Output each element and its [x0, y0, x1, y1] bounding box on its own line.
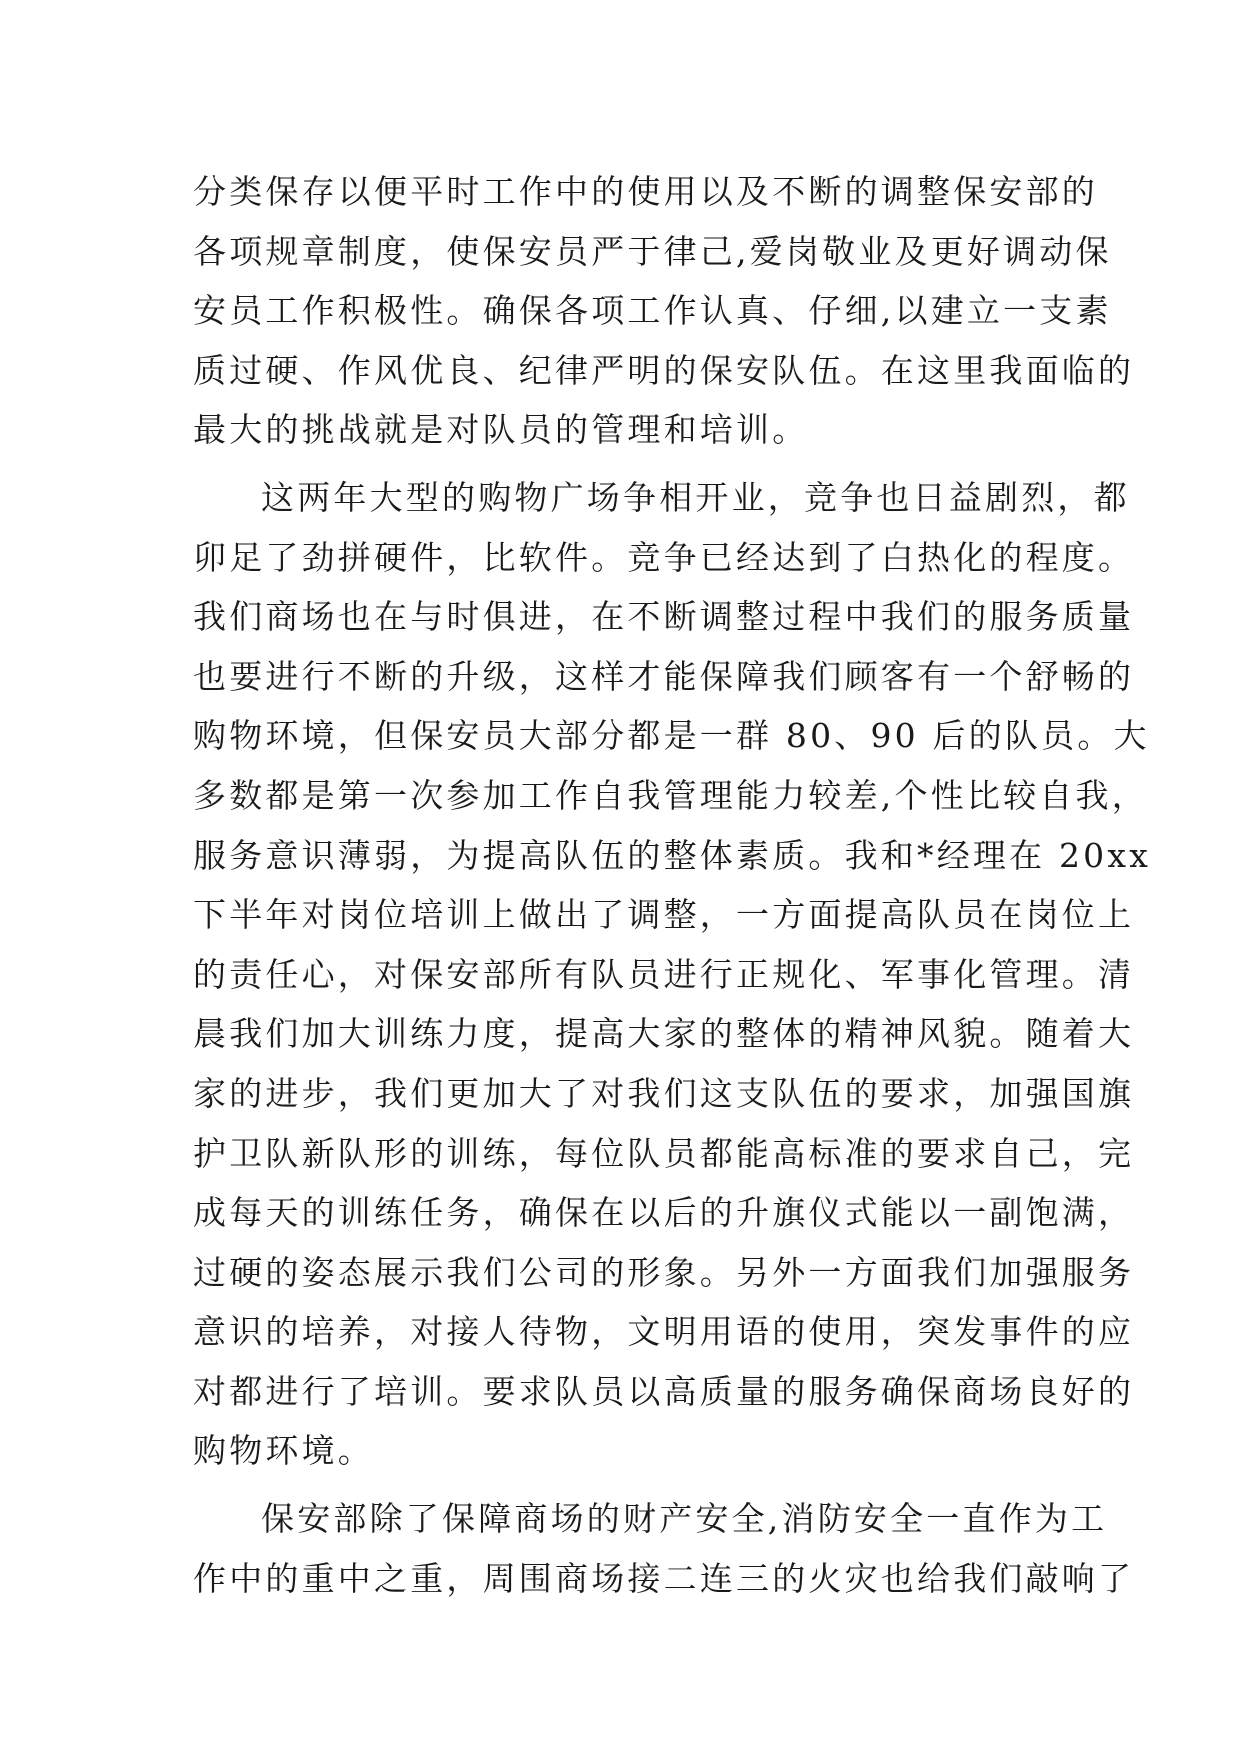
text-line: 也要进行不断的升级，这样才能保障我们顾客有一个舒畅的: [193, 656, 1135, 696]
text-line: 的责任心，对保安部所有队员进行正规化、军事化管理。清: [193, 954, 1135, 994]
text-line: 护卫队新队形的训练，每位队员都能高标准的要求自己，完: [193, 1133, 1135, 1173]
text-line: 购物环境，但保安员大部分都是一群 80、90 后的队员。大: [193, 716, 1150, 756]
text-line: 多数都是第一次参加工作自我管理能力较差,个性比较自我，: [193, 775, 1148, 815]
text-line: 晨我们加大训练力度，提高大家的整体的精神风貌。随着大: [193, 1014, 1135, 1054]
text-line: 家的进步，我们更加大了对我们这支队伍的要求，加强国旗: [193, 1073, 1135, 1113]
text-line: 保安部除了保障商场的财产安全,消防安全一直作为工: [261, 1499, 1108, 1539]
text-line: 我们商场也在与时俱进，在不断调整过程中我们的服务质量: [193, 597, 1135, 637]
text-line: 各项规章制度，使保安员严于律己,爱岗敬业及更好调动保: [193, 231, 1112, 271]
text-line: 作中的重中之重，周围商场接二连三的火灾也给我们敲响了: [193, 1558, 1135, 1598]
text-line: 下半年对岗位培训上做出了调整，一方面提高队员在岗位上: [193, 895, 1135, 935]
text-line: 分类保存以便平时工作中的使用以及不断的调整保安部的: [193, 172, 1098, 211]
text-line: 最大的挑战就是对队员的管理和培训。: [193, 410, 809, 450]
paragraph-3: [193, 1489, 1135, 1608]
paragraph-1: [193, 162, 1135, 460]
text-line: 安员工作积极性。确保各项工作认真、仔细,以建立一支素: [193, 291, 1112, 331]
text-line: 卯足了劲拼硬件，比软件。竞争已经达到了白热化的程度。: [193, 537, 1135, 577]
text-line: 这两年大型的购物广场争相开业，竞争也日益剧烈，都: [261, 477, 1130, 517]
paragraph-2: [193, 468, 1152, 1481]
text-line: 服务意识薄弱，为提高队伍的整体素质。我和*经理在 20xx: [193, 835, 1152, 875]
document-body: [193, 162, 1152, 1608]
text-line: 对都进行了培训。要求队员以高质量的服务确保商场良好的: [193, 1371, 1135, 1411]
text-line: 过硬的姿态展示我们公司的形象。另外一方面我们加强服务: [193, 1252, 1135, 1292]
text-line: 购物环境。: [193, 1431, 374, 1471]
text-line: 质过硬、作风优良、纪律严明的保安队伍。在这里我面临的: [193, 350, 1135, 390]
text-line: 成每天的训练任务，确保在以后的升旗仪式能以一副饱满，: [193, 1193, 1135, 1233]
text-line: 意识的培养，对接人待物，文明用语的使用，突发事件的应: [193, 1312, 1135, 1352]
